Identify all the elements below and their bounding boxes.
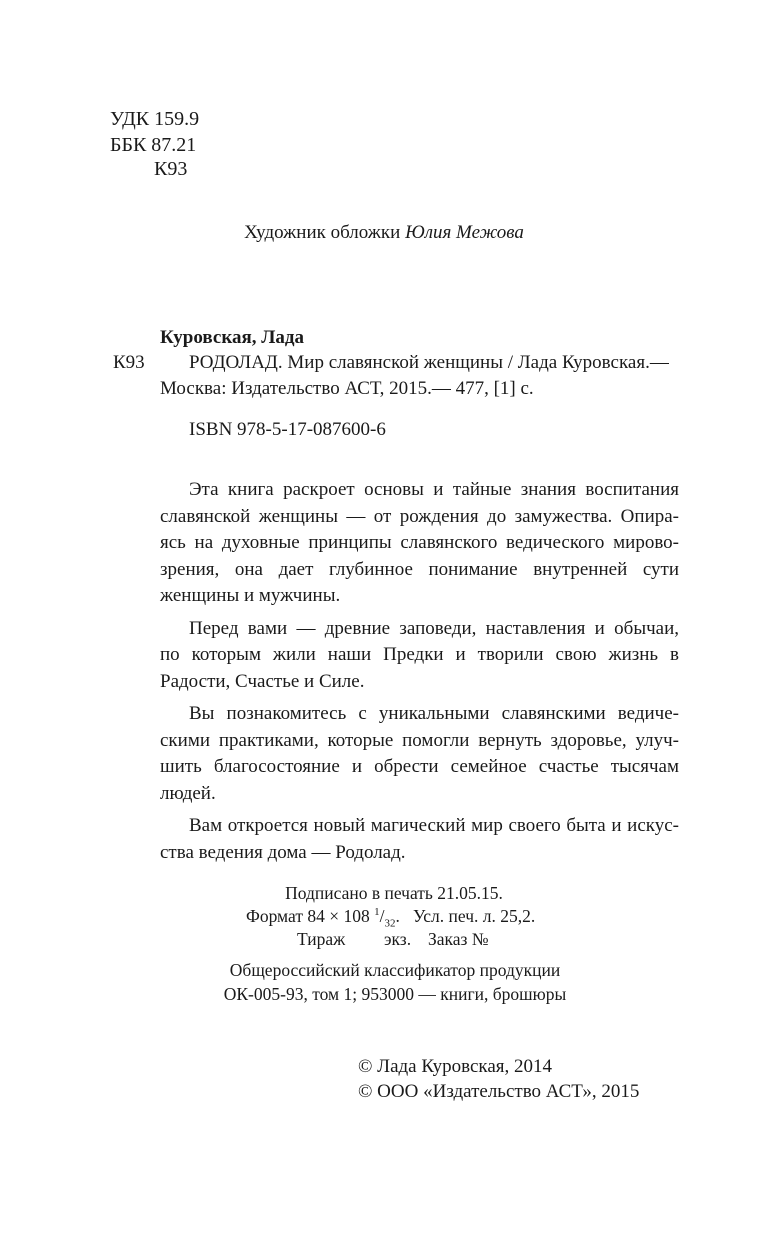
description-line: Эта книга раскроет основы и тайные знания воспитания: [189, 479, 679, 500]
book-description: [160, 477, 679, 872]
description-line: Вы познакомитесь с уникальными славянскими ведиче-: [189, 703, 679, 724]
catalog-title-line: РОДОЛАД. Мир славянской женщины / Лада Куровская.—: [189, 352, 669, 373]
cover-artist-name: Юлия Межова: [405, 222, 524, 243]
author-sign-code: К93: [154, 158, 188, 180]
imprint-copies: экз.: [384, 929, 412, 949]
fraction-denominator: 32: [384, 917, 396, 930]
description-line: ясь на духовные принципы славянского ведического мирово-: [160, 532, 679, 553]
imprint-classifier-code: ОК-005-93, том 1; 953000 — книги, брошюры: [223, 984, 567, 1004]
imprint-order: Заказ №: [428, 929, 489, 949]
fraction-numerator: 1: [374, 906, 380, 919]
description-line: скими практиками, которые помогли вернуть здоровье, улуч-: [160, 729, 679, 751]
copyright-publisher: © ООО «Издательство АСТ», 2015: [358, 1081, 640, 1102]
description-line: по которым жили наши Предки и творили свою жизнь в: [160, 644, 679, 665]
description-paragraph: [160, 701, 679, 807]
description-line: зрения, она дает глубинное понимание внутренней сути: [160, 558, 679, 580]
imprint-signed: Подписано в печать 21.05.15.: [285, 883, 503, 903]
catalog-publisher-line: Москва: Издательство АСТ, 2015.— 477, [1] с.: [160, 378, 534, 399]
description-line: женщины и мужчины.: [160, 585, 341, 606]
description-line: славянской женщины — от рождения до замужества. Опира-: [160, 505, 679, 527]
description-line: ства ведения дома — Родолад.: [160, 841, 406, 863]
imprint-format: [246, 906, 535, 930]
catalog-author: Куровская, Лада: [160, 327, 305, 348]
cover-artist-label: Художник обложки: [244, 222, 401, 243]
imprint-print-run: Тираж: [297, 929, 346, 949]
description-paragraph: [160, 477, 679, 610]
description-paragraph: [160, 616, 679, 696]
udk-code: УДК 159.9: [110, 108, 200, 130]
imprint-format-rest: . Усл. печ. л. 25,2.: [395, 906, 536, 926]
imprint-format-fraction: $^1/_{32}$: [374, 906, 396, 930]
description-line: шить благосостояние и обрести семейное счастье тысячам: [160, 756, 679, 777]
imprint-format-label: Формат 84 × 108: [246, 906, 370, 926]
catalog-isbn: ISBN 978-5-17-087600-6: [189, 419, 386, 440]
description-line: Вам откроется новый магический мир своего быта и искус-: [189, 815, 679, 836]
description-line: Радости, Счастье и Силе.: [160, 670, 365, 692]
description-line: людей.: [160, 782, 216, 804]
copyright-author: © Лада Куровская, 2014: [358, 1056, 553, 1077]
bbk-code: ББК 87.21: [110, 134, 197, 156]
description-paragraph: [160, 813, 679, 866]
imprint-classifier: Общероссийский классификатор продукции: [229, 960, 561, 980]
catalog-sign: К93: [113, 352, 145, 373]
description-line: Перед вами — древние заповеди, наставления и обычаи,: [189, 617, 679, 639]
cover-artist-line: [0, 222, 768, 244]
